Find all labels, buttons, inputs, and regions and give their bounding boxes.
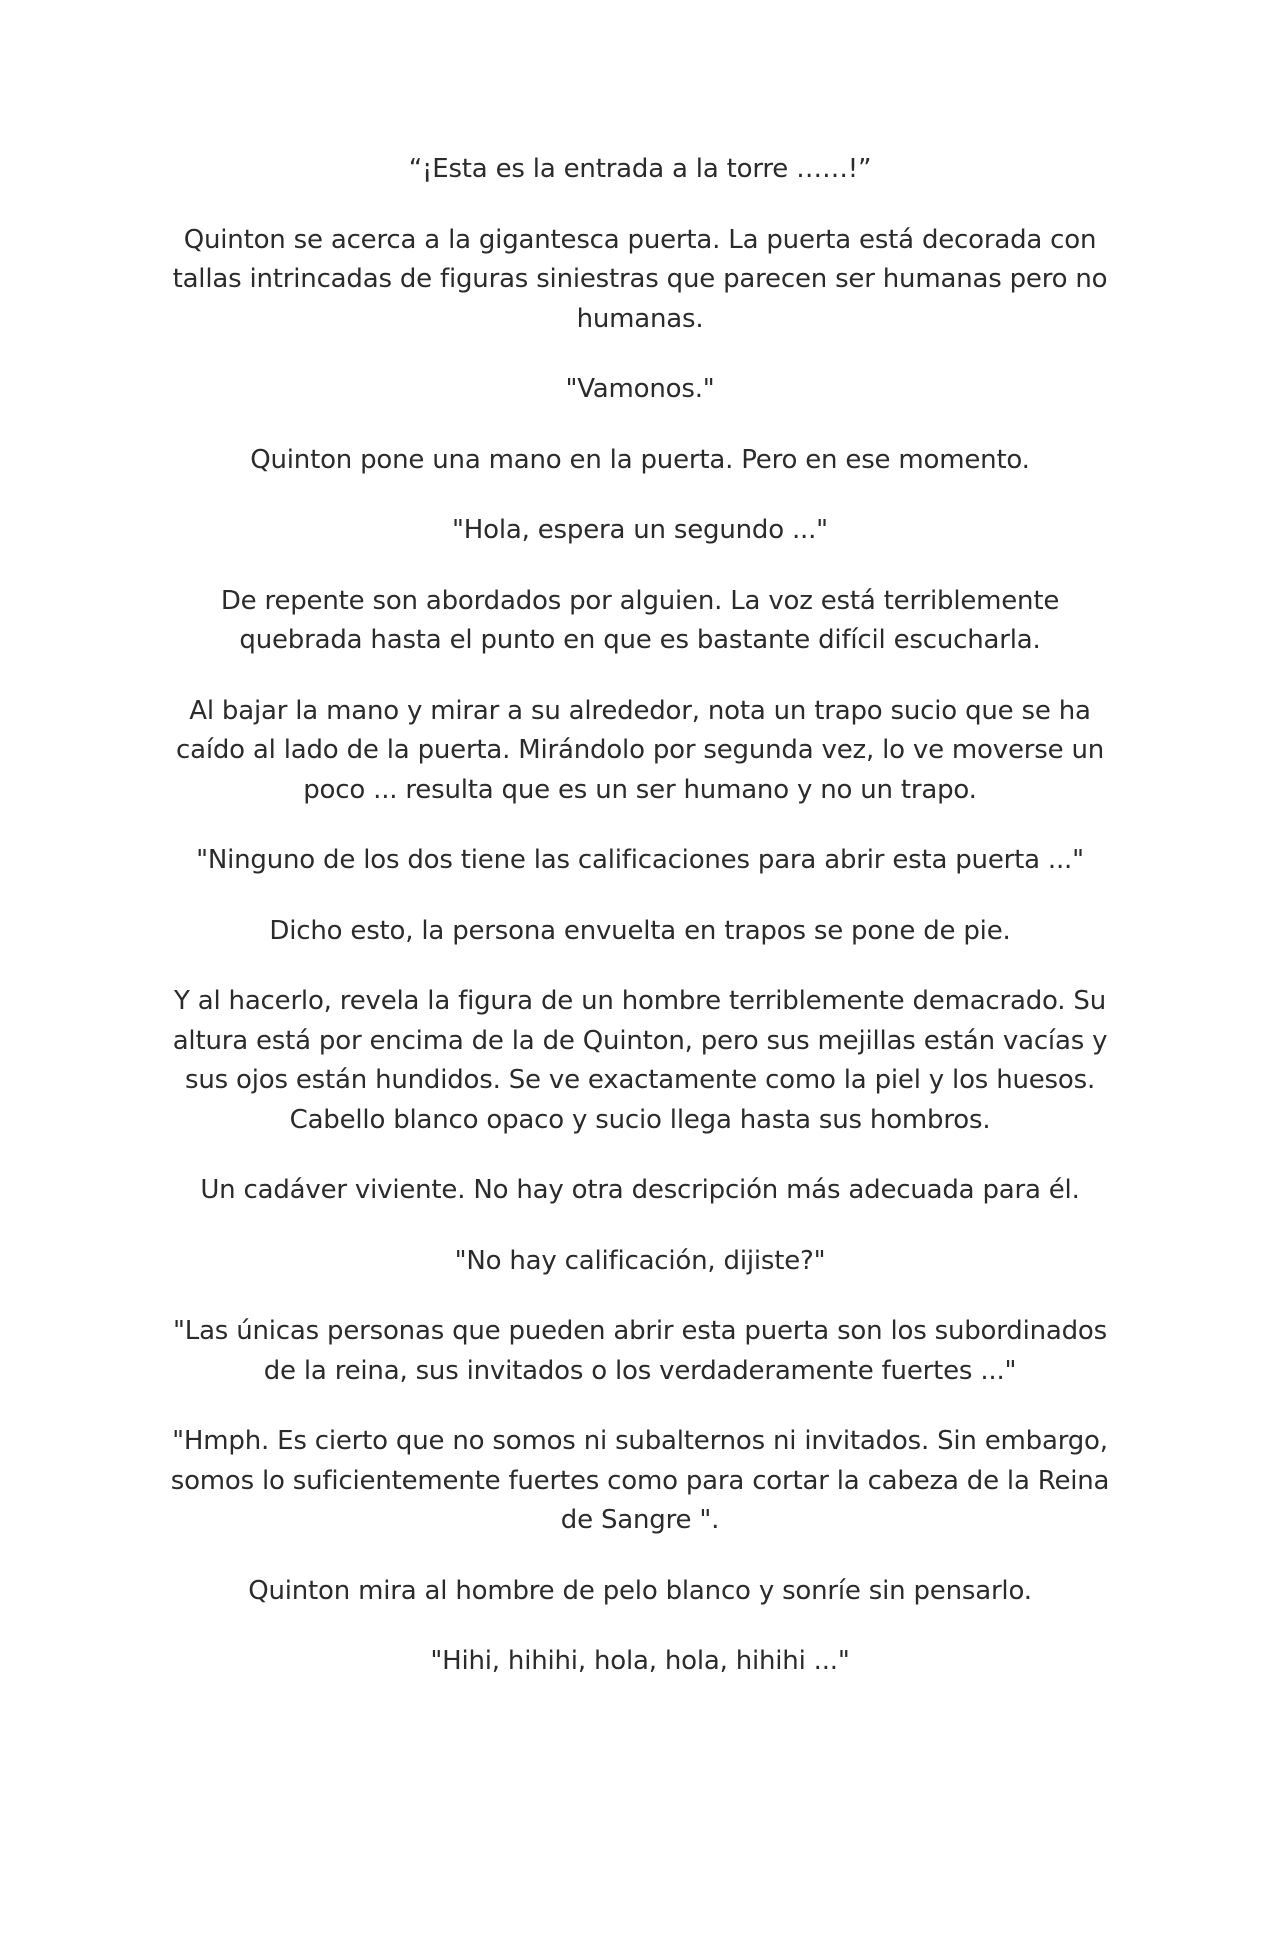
paragraph-13: "Las únicas personas que pueden abrir esta puerta son los subordinados de la reina, sus invitados o los verdaderamente fuertes ..." (173, 1316, 1107, 1386)
paragraph-12: "No hay calificación, dijiste?" (454, 1245, 826, 1276)
paragraph-6: De repente son abordados por alguien. La voz está terriblemente quebrada hasta el punto en que es bastante difícil escucharla. (220, 585, 1060, 655)
paragraph-7: Al bajar la mano y mirar a su alrededor, nota un trapo sucio que se ha caído al lado de la puerta. Mirándolo por segunda vez, lo ve moverse un poco ... resulta que es un ser humano y no un trapo. (176, 695, 1104, 805)
paragraph-1: “¡Esta es la entrada a la torre ……!” (408, 154, 872, 184)
paragraph-11: Un cadáver viviente. No hay otra descripción más adecuada para él. (200, 1175, 1080, 1205)
paragraph-15: Quinton mira al hombre de pelo blanco y sonríe sin pensarlo. (248, 1575, 1032, 1606)
paragraph-8: "Ninguno de los dos tiene las calificaciones para abrir esta puerta ..." (196, 845, 1084, 875)
paragraph-2: Quinton se acerca a la gigantesca puerta. La puerta está decorada con tallas intrincadas de figuras siniestras que parecen ser humanas pero no humanas. (172, 224, 1108, 334)
paragraph-9: Dicho esto, la persona envuelta en trapos se pone de pie. (269, 915, 1011, 946)
paragraph-10: Y al hacerlo, revela la figura de un hombre terriblemente demacrado. Su altura está por encima de la de Quinton, pero sus mejillas están vacías y sus ojos están hundidos. Se ve exactamente como la piel y los huesos. Cabello blanco opaco y sucio llega hasta sus hombros. (172, 986, 1108, 1135)
paragraph-16: "Hihi, hihihi, hola, hola, hihihi ..." (430, 1646, 850, 1676)
paragraph-5: "Hola, espera un segundo ..." (452, 515, 828, 545)
paragraph-3: "Vamonos." (565, 374, 715, 404)
paragraph-4: Quinton pone una mano en la puerta. Pero en ese momento. (250, 444, 1030, 475)
paragraph-14: "Hmph. Es cierto que no somos ni subalternos ni invitados. Sin embargo, somos lo suficientemente fuertes como para cortar la cabeza de la Reina de Sangre ". (170, 1426, 1110, 1535)
story-text-column (170, 150, 1110, 1682)
